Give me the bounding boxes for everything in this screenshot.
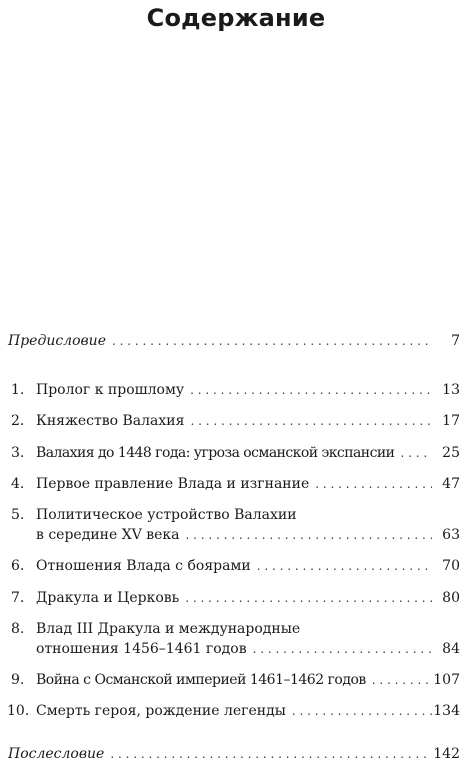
toc-entry-label: Политическое устройство Валахии [36,507,297,523]
leader-dots [251,556,432,576]
toc-page-number: 70 [442,558,460,574]
chapter-number: 8. [11,621,25,637]
leader-dots [184,380,432,400]
toc-page-number: 7 [451,333,460,349]
leader-dots [179,588,432,608]
toc-entry-label: Отношения Влада с боярами [36,558,251,574]
leader-dots [247,639,432,659]
leader-dots [286,701,432,721]
toc-entry-label: Княжество Валахия [36,413,185,429]
toc-page-number: 63 [442,527,460,543]
toc-page-number: 47 [442,476,460,492]
toc-entry-label: Дракула и Церковь [36,590,180,606]
toc-page-number: 17 [442,413,460,429]
chapter-number: 5. [11,507,25,523]
toc-entry-label: Пролог к прошлому [36,382,185,398]
toc-page-number: 142 [433,746,460,762]
leader-dots [184,411,432,431]
chapter-number: 4. [11,476,25,492]
toc-page-number: 13 [442,382,460,398]
toc-entry-label: Смерть героя, рождение легенды [36,703,286,719]
toc-page-number: 80 [442,590,460,606]
chapter-number: 3. [11,445,25,461]
toc-entry-label-continued: в середине XV века [36,527,180,543]
leader-dots [394,443,432,463]
toc-entry-label: Влад III Дракула и международные [36,621,301,637]
toc-page-number: 134 [433,703,460,719]
toc-entry-label: Первое правление Влада и изгнание [36,476,310,492]
toc-entry-label: Предисловие [8,333,106,349]
chapter-number: 10. [7,703,30,719]
leader-dots [106,331,432,351]
toc-entry-label-continued: отношения 1456–1461 годов [36,641,247,657]
toc-entry-label: Война с Османской империей 1461–1462 годов [36,672,366,688]
chapter-number: 7. [11,590,25,606]
chapter-number: 9. [11,672,25,688]
leader-dots [104,744,432,764]
leader-dots [366,670,432,690]
toc-page-number: 84 [442,641,460,657]
chapter-number: 6. [11,558,25,574]
page-title: Содержание [146,4,326,32]
leader-dots [180,525,432,545]
chapter-number: 1. [11,382,25,398]
leader-dots [309,474,432,494]
toc-page-number: 25 [442,445,460,461]
toc-page-number: 107 [433,672,460,688]
toc-entry-label: Послесловие [8,746,105,762]
chapter-number: 2. [11,413,25,429]
toc-entry-label: Валахия до 1448 года: угроза османской экспансии [36,445,395,461]
